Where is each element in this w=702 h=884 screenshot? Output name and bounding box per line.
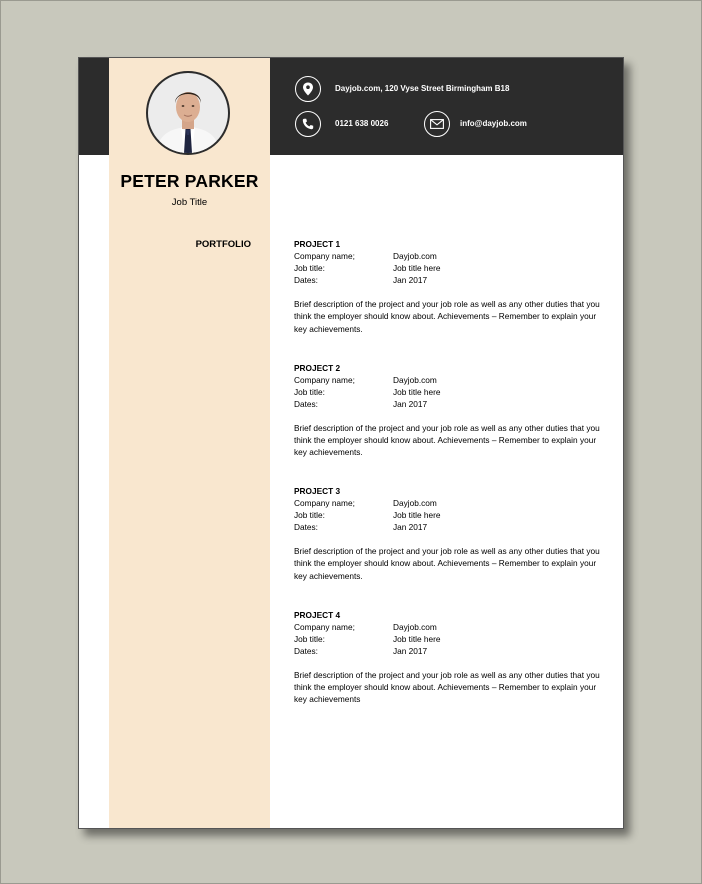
- project-entry: [294, 362, 604, 486]
- project-title: PROJECT 2: [294, 362, 341, 373]
- location-pin-icon: [295, 76, 321, 102]
- project-description: Brief description of the project and your job role as well as any other duties that you think the employer should know about. Achievements – Remember to explain your key achievements.: [294, 299, 600, 334]
- project-description: Brief description of the project and your job role as well as any other duties that you think the employer should know about. Achievements – Remember to explain your key achievements: [294, 669, 600, 705]
- company-value: Dayjob.com: [393, 374, 437, 385]
- dates-label: Dates:: [294, 398, 318, 409]
- project-entry: [294, 609, 604, 733]
- project-description: Brief description of the project and your job role as well as any other duties that you think the employer should know about. Achievements – Remember to explain your key achievements.: [294, 546, 600, 581]
- contact-phone: 0121 638 0026: [335, 119, 389, 128]
- candidate-name: PETER PARKER: [120, 171, 259, 191]
- dates-label: Dates:: [294, 645, 318, 656]
- job-title-value: Job title here: [393, 386, 441, 397]
- project-entry: [294, 238, 604, 362]
- job-title-value: Job title here: [393, 263, 441, 273]
- contact-email[interactable]: info@dayjob.com: [460, 119, 527, 128]
- project-title: PROJECT 1: [294, 239, 341, 249]
- dates-value: Jan 2017: [393, 398, 428, 409]
- project-entry: [294, 485, 604, 609]
- cv-page: [78, 57, 624, 829]
- candidate-job-title: Job Title: [171, 197, 208, 208]
- projects-list: [294, 238, 604, 732]
- job-title-label: Job title:: [294, 633, 325, 644]
- company-value: Dayjob.com: [393, 621, 437, 632]
- dates-value: Jan 2017: [393, 645, 428, 656]
- dates-value: Jan 2017: [393, 275, 428, 285]
- job-title-label: Job title:: [294, 510, 325, 520]
- company-value: Dayjob.com: [393, 251, 437, 261]
- project-description: Brief description of the project and your job role as well as any other duties that you think the employer should know about. Achievements – Remember to explain your key achievements.: [294, 422, 600, 458]
- company-label: Company name;: [294, 498, 355, 508]
- job-title-value: Job title here: [393, 633, 441, 644]
- project-title: PROJECT 3: [294, 486, 341, 496]
- company-label: Company name;: [294, 374, 355, 385]
- phone-icon: [295, 111, 321, 137]
- contact-address: Dayjob.com, 120 Vyse Street Birmingham B18: [335, 84, 510, 93]
- job-title-value: Job title here: [393, 510, 441, 520]
- company-label: Company name;: [294, 251, 355, 261]
- dates-value: Jan 2017: [393, 522, 428, 532]
- company-label: Company name;: [294, 621, 355, 632]
- project-title: PROJECT 4: [294, 609, 341, 620]
- job-title-label: Job title:: [294, 386, 325, 397]
- envelope-icon: [424, 111, 450, 137]
- profile-photo: [146, 71, 230, 155]
- dates-label: Dates:: [294, 275, 318, 285]
- dates-label: Dates:: [294, 522, 318, 532]
- company-value: Dayjob.com: [393, 498, 437, 508]
- section-heading-portfolio: PORTFOLIO: [195, 239, 251, 250]
- job-title-label: Job title:: [294, 263, 325, 273]
